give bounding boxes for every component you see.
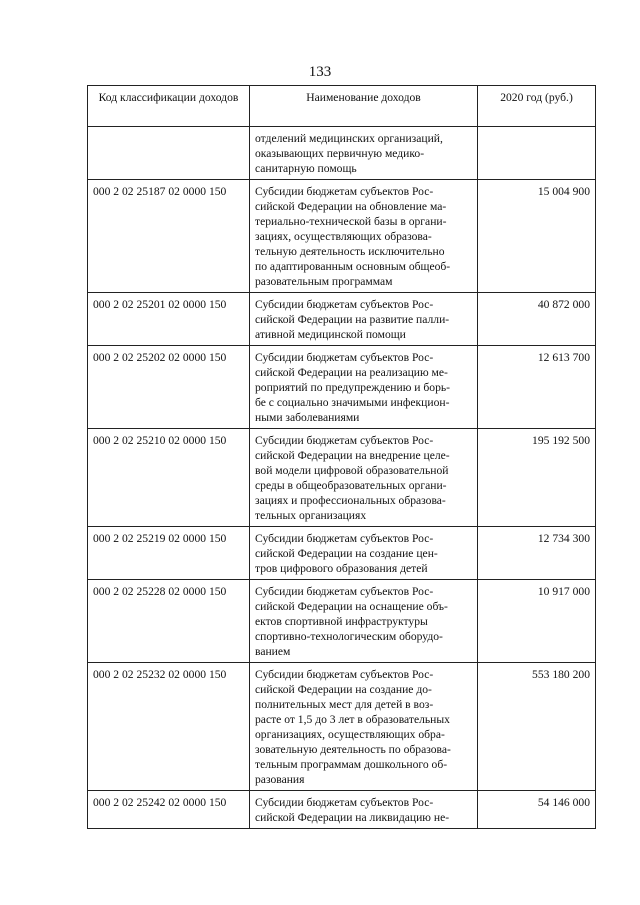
revenue-name-line: тров цифрового образования детей: [255, 562, 428, 575]
revenue-amount: 553 180 200: [478, 663, 596, 791]
table-row: [88, 180, 596, 293]
revenue-name-line: отделений медицинских организаций,: [255, 132, 443, 145]
revenue-amount: 40 872 000: [478, 293, 596, 346]
revenue-name: [250, 429, 478, 527]
revenue-name-line: сийской Федерации на оснащение объ-: [255, 600, 448, 613]
revenue-name-line: ванием: [255, 645, 291, 658]
revenue-name-line: Субсидии бюджетам субъектов Рос-: [255, 668, 434, 681]
revenue-amount: 10 917 000: [478, 580, 596, 663]
revenue-code: 000 2 02 25228 02 0000 150: [88, 580, 250, 663]
revenue-code: 000 2 02 25210 02 0000 150: [88, 429, 250, 527]
header-code: Код классификации доходов: [88, 86, 250, 127]
revenue-name-line: ектов спортивной инфраструктуры: [255, 615, 428, 628]
revenue-code: 000 2 02 25242 02 0000 150: [88, 791, 250, 829]
revenue-name-line: ными заболеваниями: [255, 411, 360, 424]
page-number: 133: [308, 64, 332, 80]
revenue-code: 000 2 02 25232 02 0000 150: [88, 663, 250, 791]
revenue-name: [250, 527, 478, 580]
revenue-amount: 12 613 700: [478, 346, 596, 429]
revenue-name-line: сийской Федерации на внедрение целе-: [255, 449, 450, 462]
revenue-amount: 54 146 000: [478, 791, 596, 829]
revenue-name-line: среды в общеобразовательных органи-: [255, 479, 447, 492]
revenue-name: [250, 127, 478, 180]
revenue-code: 000 2 02 25201 02 0000 150: [88, 293, 250, 346]
revenue-name-line: тельную деятельность исключительно: [255, 245, 445, 258]
revenue-name-line: сийской Федерации на обновление ма-: [255, 200, 447, 213]
revenue-amount: [478, 127, 596, 180]
revenue-name-line: спортивно-технологическим оборудо-: [255, 630, 443, 643]
revenue-name-line: Субсидии бюджетам субъектов Рос-: [255, 532, 434, 545]
revenue-name-line: бе с социально значимыми инфекцион-: [255, 396, 450, 409]
table-row: [88, 429, 596, 527]
table-row: [88, 663, 596, 791]
revenue-name-line: оказывающих первичную медико-: [255, 147, 425, 160]
revenue-name: [250, 346, 478, 429]
table-row: [88, 127, 596, 180]
revenue-code: 000 2 02 25202 02 0000 150: [88, 346, 250, 429]
revenue-amount: 12 734 300: [478, 527, 596, 580]
revenue-name-line: сийской Федерации на развитие палли-: [255, 313, 450, 326]
revenue-name: [250, 180, 478, 293]
revenue-name-line: Субсидии бюджетам субъектов Рос-: [255, 298, 434, 311]
revenue-name-line: вой модели цифровой образовательной: [255, 464, 449, 477]
revenue-code: 000 2 02 25219 02 0000 150: [88, 527, 250, 580]
revenue-name-line: Субсидии бюджетам субъектов Рос-: [255, 585, 434, 598]
revenue-name-line: сийской Федерации на создание до-: [255, 683, 432, 696]
revenue-name-line: по адаптированным основным общеоб-: [255, 260, 451, 273]
revenue-name: [250, 293, 478, 346]
revenue-amount: 195 192 500: [478, 429, 596, 527]
revenue-name-line: сийской Федерации на реализацию ме-: [255, 366, 448, 379]
table-row: [88, 791, 596, 829]
revenue-name-line: зовательную деятельность по образова-: [255, 743, 451, 756]
revenue-name-line: организациях, осуществляющих обра-: [255, 728, 445, 741]
revenue-name-line: сийской Федерации на создание цен-: [255, 547, 438, 560]
revenue-amount: 15 004 900: [478, 180, 596, 293]
header-amount: 2020 год (руб.): [478, 86, 596, 127]
revenue-code: 000 2 02 25187 02 0000 150: [88, 180, 250, 293]
revenue-name-line: разовательным программам: [255, 275, 393, 288]
revenue-name: [250, 580, 478, 663]
revenue-name-line: зациях и профессиональных образова-: [255, 494, 446, 507]
table-row: [88, 293, 596, 346]
revenue-name-line: сийской Федерации на ликвидацию не-: [255, 811, 450, 824]
revenue-name-line: полнительных мест для детей в воз-: [255, 698, 434, 711]
revenue-name-line: Субсидии бюджетам субъектов Рос-: [255, 351, 434, 364]
revenue-name-line: санитарную помощь: [255, 162, 357, 175]
revenue-name-line: зациях, осуществляющих образова-: [255, 230, 432, 243]
revenue-name: [250, 663, 478, 791]
revenue-name-line: тельных организациях: [255, 509, 367, 522]
revenue-name-line: Субсидии бюджетам субъектов Рос-: [255, 796, 434, 809]
revenue-name-line: Субсидии бюджетам субъектов Рос-: [255, 185, 434, 198]
revenue-name-line: ативной медицинской помощи: [255, 328, 406, 341]
header-name: Наименование доходов: [250, 86, 478, 127]
revenue-name-line: роприятий по предупреждению и борь-: [255, 381, 451, 394]
revenue-table: [87, 85, 596, 829]
table-row: [88, 527, 596, 580]
table-row: [88, 580, 596, 663]
revenue-name-line: расте от 1,5 до 3 лет в образовательных: [255, 713, 450, 726]
revenue-name-line: разования: [255, 773, 305, 786]
revenue-name: [250, 791, 478, 829]
revenue-name-line: териально-технической базы в органи-: [255, 215, 447, 228]
revenue-code: [88, 127, 250, 180]
revenue-name-line: тельным программам дошкольного об-: [255, 758, 448, 771]
revenue-name-line: Субсидии бюджетам субъектов Рос-: [255, 434, 434, 447]
table-row: [88, 346, 596, 429]
table-body: [88, 127, 596, 829]
table-header-row: [88, 86, 596, 127]
